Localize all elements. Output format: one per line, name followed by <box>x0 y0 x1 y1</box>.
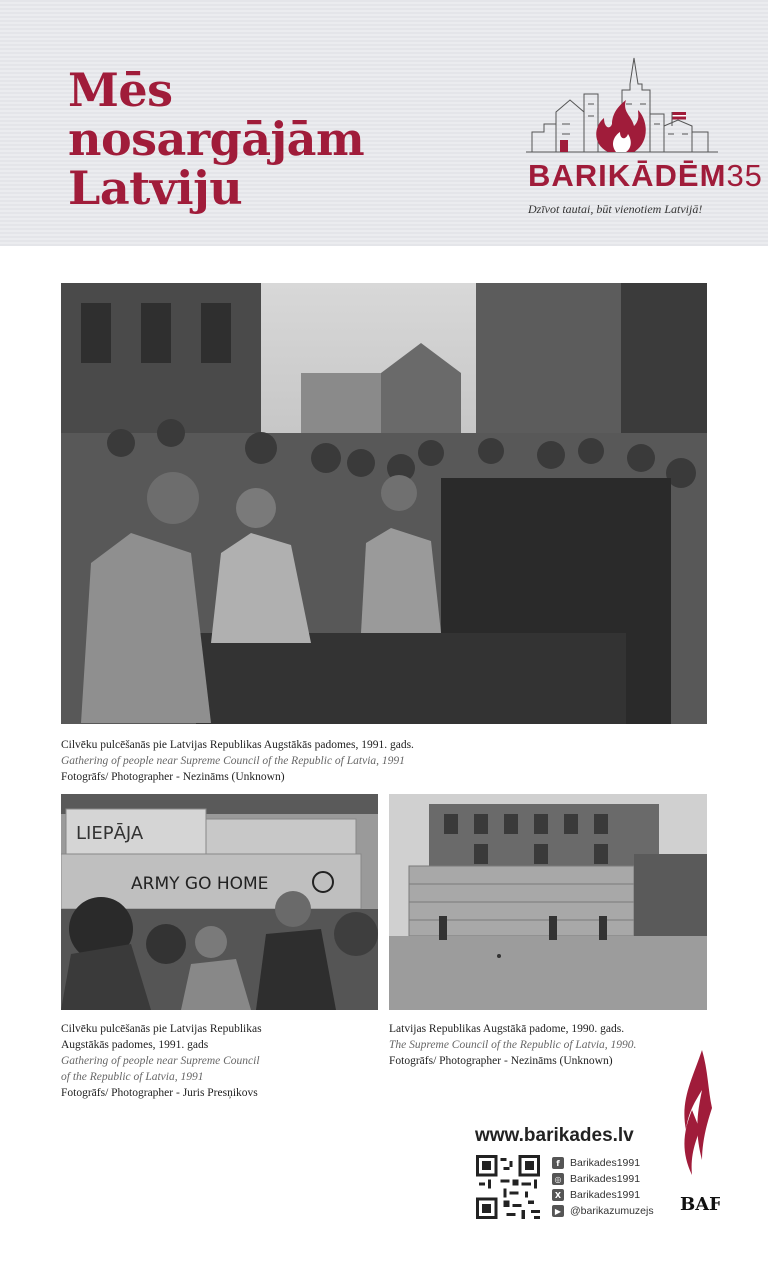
qr-code-icon[interactable] <box>476 1155 540 1219</box>
wall-text-liepaja: LIEPĀJA <box>76 823 144 844</box>
main-photo <box>61 283 707 724</box>
barricade-flame-city-logo-icon <box>522 54 722 158</box>
photo-credit: Fotogrāfs/ Photographer - Juris Presņikovs <box>61 1087 258 1099</box>
youtube-icon: ▶ <box>552 1205 564 1217</box>
caption-en: Gathering of people near Supreme Council of the Republic of Latvia, 1991 <box>61 755 405 767</box>
crowd-photo-image <box>61 283 707 724</box>
supreme-council-photo-image <box>389 794 707 1010</box>
caption-lv: Cilvēku pulcēšanās pie Latvijas Republikas Augstākās padomes, 1991. gads. <box>61 739 414 751</box>
photo-credit: Fotogrāfs/ Photographer - Nezināms (Unknown) <box>389 1055 613 1067</box>
logo-name: BARIKĀDĒM <box>528 158 727 193</box>
title-line-3: Latviju <box>68 161 243 215</box>
social-x[interactable] <box>552 1187 654 1203</box>
x-icon: X <box>552 1189 564 1201</box>
right-photo-caption <box>389 1021 707 1069</box>
facebook-icon: f <box>552 1157 564 1169</box>
website-link[interactable]: www.barikades.lv <box>475 1125 634 1146</box>
social-label: Barikades1991 <box>570 1173 641 1185</box>
caption-lv-line1: Cilvēku pulcēšanās pie Latvijas Republikas <box>61 1023 262 1035</box>
social-links <box>552 1155 654 1219</box>
right-photo <box>389 794 707 1010</box>
page-title <box>68 63 365 215</box>
logo-number: 35 <box>726 158 763 193</box>
title-line-1: Mēs <box>68 63 173 117</box>
social-instagram[interactable] <box>552 1171 654 1187</box>
left-photo-caption <box>61 1021 361 1101</box>
social-label: @barikazumuzejs <box>570 1205 654 1217</box>
caption-lv-line2: Augstākās padomes, 1991. gads <box>61 1039 209 1051</box>
barricade-wall-photo-image <box>61 794 378 1010</box>
logo-motto: Dzīvot tautai, būt vienotiem Latvijā! <box>528 202 703 216</box>
caption-en-line2: of the Republic of Latvia, 1991 <box>61 1071 204 1083</box>
caption-en-line1: Gathering of people near Supreme Council <box>61 1055 260 1067</box>
social-label: Barikades1991 <box>570 1157 641 1169</box>
title-line-2: nosargājām <box>68 112 365 166</box>
baf-logo <box>672 1050 720 1220</box>
photo-credit: Fotogrāfs/ Photographer - Nezināms (Unknown) <box>61 771 285 783</box>
wall-text-army: ARMY GO HOME <box>131 874 269 894</box>
social-youtube[interactable] <box>552 1203 654 1219</box>
instagram-icon: ◎ <box>552 1173 564 1185</box>
main-photo-caption <box>61 737 621 785</box>
barikadem-logo <box>522 54 763 224</box>
left-photo <box>61 794 378 1010</box>
header-banner <box>0 0 768 246</box>
social-label: Barikades1991 <box>570 1189 641 1201</box>
logo-wordmark <box>528 158 763 194</box>
baf-flame-icon <box>672 1050 720 1220</box>
baf-text: BAF <box>680 1194 720 1215</box>
caption-lv: Latvijas Republikas Augstākā padome, 1990. gads. <box>389 1023 625 1035</box>
social-facebook[interactable] <box>552 1155 654 1171</box>
caption-en: The Supreme Council of the Republic of Latvia, 1990. <box>389 1039 637 1051</box>
